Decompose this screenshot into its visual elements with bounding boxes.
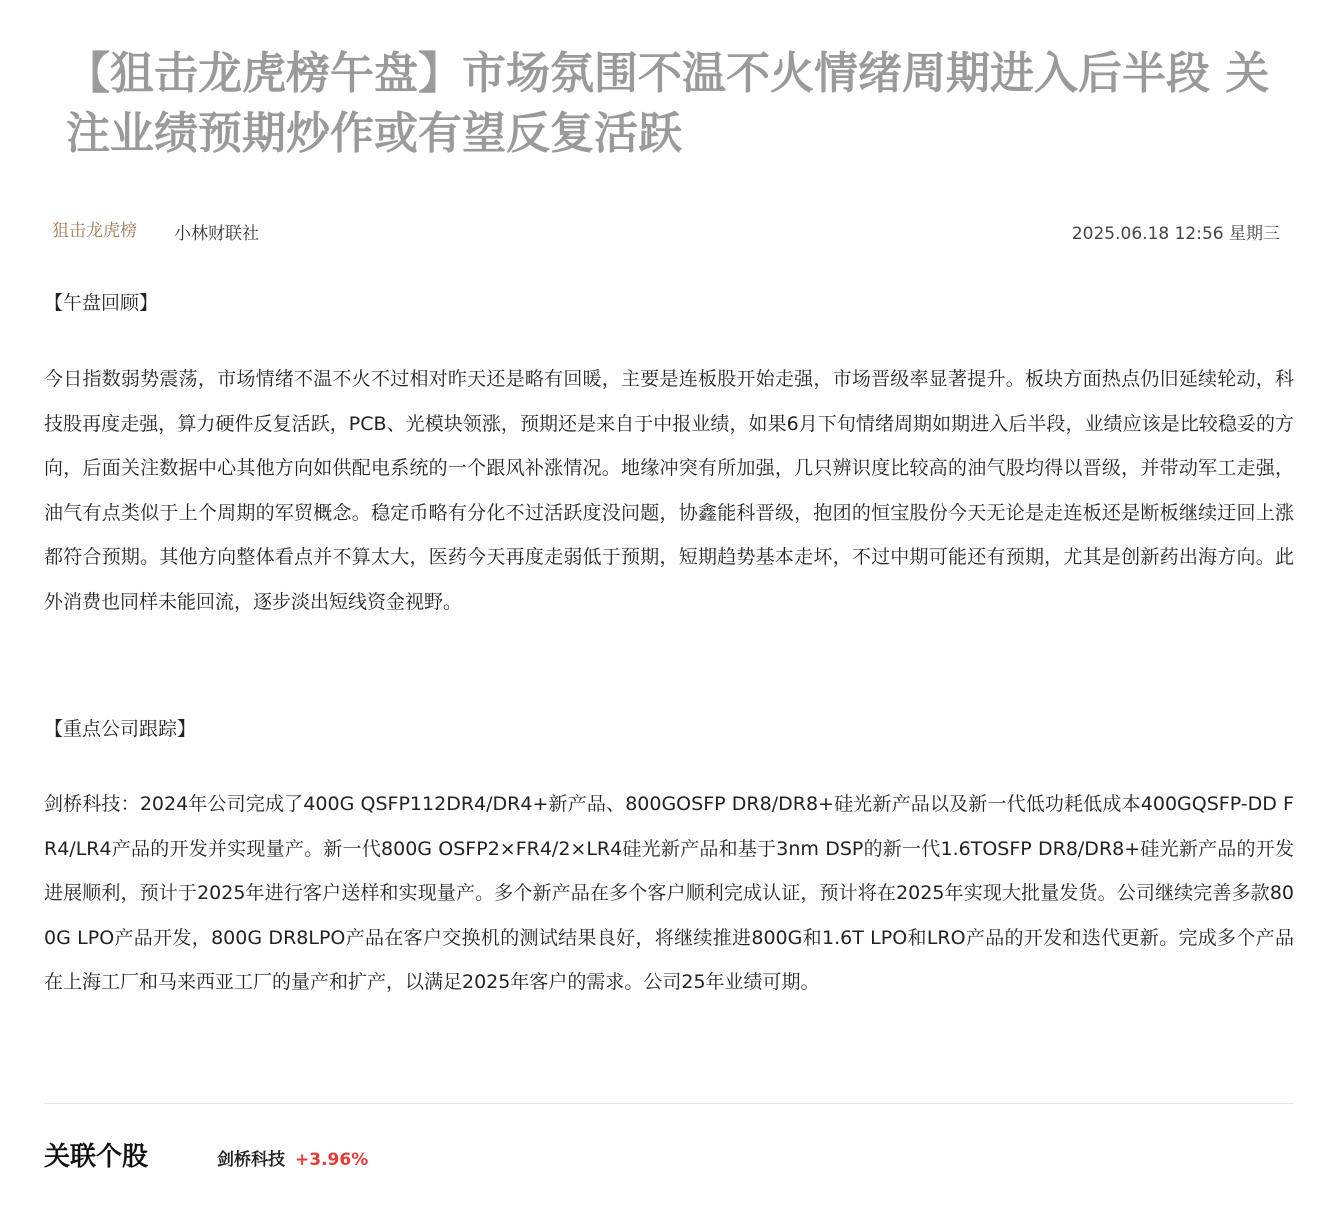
related-stock-item[interactable] [217, 1145, 368, 1170]
section-body-company: 剑桥科技：2024年公司完成了400G QSFP112DR4/DR4+新产品、800GOSFP DR8/DR8+硅光新产品以及新一代低功耗低成本400GQSFP-DD FR4/LR4产品的开发并实现量产。新一代800G OSFP2×FR4/2×LR4硅光新产品和基于3nm DSP的新一代1.6TOSFP DR8/DR8+硅光新产品的开发进展顺利，预计于2025年进行客户送样和实现量产。多个新产品在多个客户顺利完成认证，预计将在2025年实现大批量发货。公司继续完善多款800G LPO产品开发，800G DR8LPO产品在客户交换机的测试结果良好，将继续推进800G和1.6T LPO和LRO产品的开发和迭代更新。完成多个产品在上海工厂和马来西亚工厂的量产和扩产，以满足2025年客户的需求。公司25年业绩可期。 [44, 793, 1294, 993]
column-tag-link[interactable]: 狙击龙虎榜 [52, 221, 137, 241]
publish-datetime: 2025.06.18 12:56 星期三 [1071, 224, 1280, 244]
related-stocks-label: 关联个股 [44, 1142, 149, 1172]
section-heading-review: 【午盘回顾】 [44, 292, 159, 314]
related-stocks [44, 1136, 644, 1176]
article-title: 【狙击龙虎榜午盘】市场氛围不温不火情绪周期进入后半段 关注业绩预期炒作或有望反复活跃 [66, 48, 1270, 159]
stock-name: 剑桥科技 [217, 1150, 285, 1170]
content-divider [44, 1103, 1294, 1104]
author-source: 小林财联社 [174, 224, 259, 244]
section-body-review: 今日指数弱势震荡，市场情绪不温不火不过相对昨天还是略有回暖，主要是连板股开始走强，市场晋级率显著提升。板块方面热点仍旧延续轮动，科技股再度走强，算力硬件反复活跃，PCB、光模块领涨，预期还是来自于中报业绩，如果6月下旬情绪周期如期进入后半段，业绩应该是比较稳妥的方向，后面关注数据中心其他方向如供配电系统的一个跟风补涨情况。地缘冲突有所加强，几只辨识度比较高的油气股均得以晋级，并带动军工走强，油气有点类似于上个周期的军贸概念。稳定币略有分化不过活跃度没问题，协鑫能科晋级，抱团的恒宝股份今天无论是走连板还是断板继续迂回上涨都符合预期。其他方向整体看点并不算太大，医药今天再度走弱低于预期，短期趋势基本走坏，不过中期可能还有预期，尤其是创新药出海方向。此外消费也同样未能回流，逐步淡出短线资金视野。 [44, 368, 1294, 613]
stock-change-percent: +3.96% [295, 1150, 369, 1170]
section-heading-company: 【重点公司跟踪】 [44, 718, 197, 740]
article-meta [52, 212, 1280, 248]
